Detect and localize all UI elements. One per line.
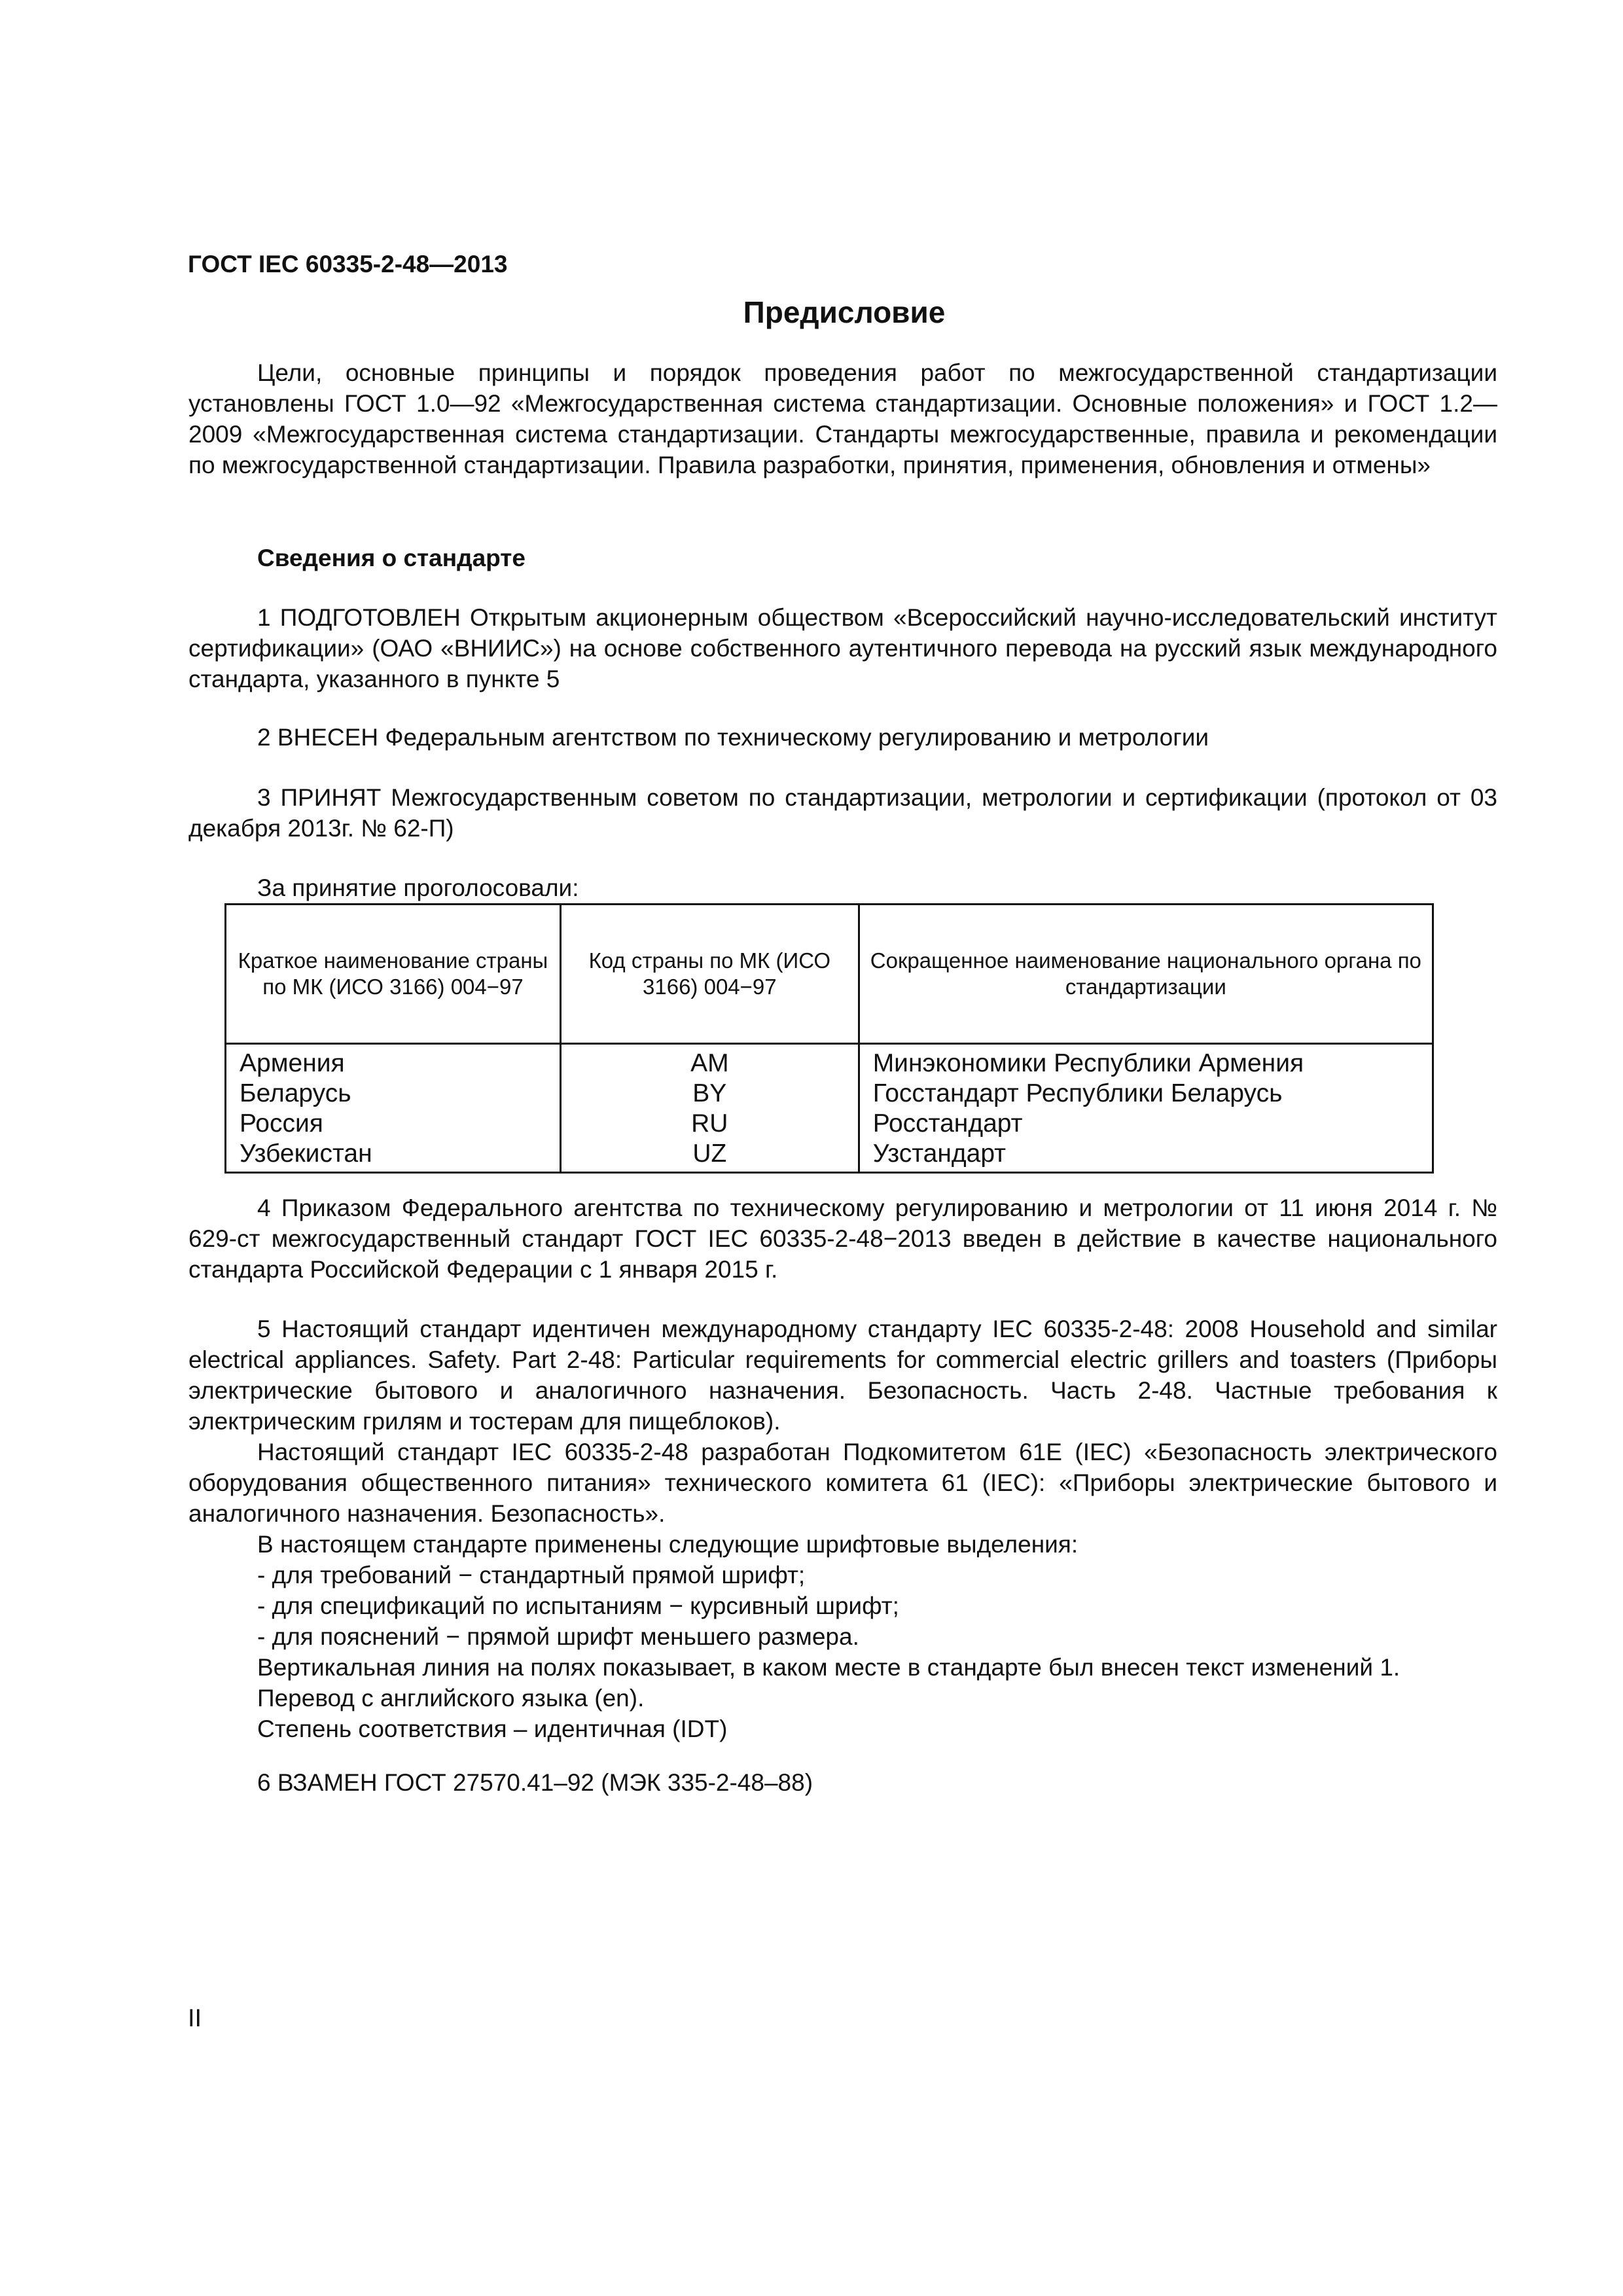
- item6-paragraph: 6 ВЗАМЕН ГОСТ 27570.41–92 (МЭК 335-2-48–88): [257, 1769, 813, 1796]
- table-row: [226, 1044, 1433, 1079]
- code-cell: UZ: [560, 1139, 859, 1173]
- code-cell: RU: [560, 1109, 859, 1139]
- votes-label-block: [188, 872, 1497, 903]
- table-row: [226, 1139, 1433, 1173]
- page-number: II: [188, 2005, 202, 2032]
- item2-paragraph: 2 ВНЕСЕН Федеральным агентством по техническому регулированию и метрологии: [257, 724, 1209, 751]
- table-row: [226, 1109, 1433, 1139]
- item5-developed-paragraph: Настоящий стандарт IEC 60335-2-48 разработан Подкомитетом 61Е (IEC) «Безопасность электрического оборудования общественного питания» технического комитета 61 (IEC): «Приборы электрические бытового и аналогичного назначения. Безопасность».: [188, 1439, 1497, 1527]
- fonts-intro: В настоящем стандарте применены следующие шрифтовые выделения:: [257, 1531, 1079, 1558]
- item2-block: [188, 722, 1497, 753]
- fonts-list-item: - для пояснений − прямой шрифт меньшего размера.: [257, 1623, 859, 1650]
- body-cell: Минэкономики Республики Армения: [859, 1044, 1433, 1079]
- voting-table: [224, 903, 1434, 1174]
- country-cell: Россия: [226, 1109, 561, 1139]
- table-row: [226, 1079, 1433, 1109]
- document-code: ГОСТ IEC 60335-2-48—2013: [188, 251, 508, 278]
- intro-paragraph: Цели, основные принципы и порядок проведения работ по межгосударственной стандартизации установлены ГОСТ 1.0—92 «Межгосударственная система стандартизации. Основные положения» и ГОСТ 1.2—2009 «Межгосударственная система стандартизации. Стандарты межгосударственные, правила и рекомендации по межгосударственной стандартизации. Правила разработки, принятия, применения, обновления и отмены»: [188, 359, 1497, 478]
- column-header-body: Сокращенное наименование национального органа по стандартизации: [859, 905, 1433, 1044]
- info-heading: Сведения о стандарте: [257, 545, 526, 571]
- item1-block: [188, 602, 1497, 694]
- column-header-country: Краткое наименование страны по МК (ИСО 3166) 004−97: [226, 905, 561, 1044]
- intro-block: [188, 357, 1497, 480]
- votes-label: За принятие проголосовали:: [257, 874, 579, 901]
- item5-paragraph: 5 Настоящий стандарт идентичен международному стандарту IEC 60335-2-48: 2008 Household and similar electrical appliances. Safety. Part 2-48: Particular requirements for commercial electric grillers and toasters (Приборы электрические бытового и аналогичного назначения. Безопасность. Часть 2-48. Частные требования к электрическим грилям и тостерам для пищеблоков).: [188, 1316, 1497, 1435]
- column-header-code: Код страны по МК (ИСО 3166) 004−97: [560, 905, 859, 1044]
- country-cell: Узбекистан: [226, 1139, 561, 1173]
- item5-block: [188, 1314, 1497, 1744]
- code-cell: AM: [560, 1044, 859, 1079]
- body-cell: Госстандарт Республики Беларусь: [859, 1079, 1433, 1109]
- item6-block: [188, 1767, 1497, 1798]
- table-header-row: [226, 905, 1433, 1044]
- item3-paragraph: 3 ПРИНЯТ Межгосударственным советом по стандартизации, метрологии и сертификации (протокол от 03 декабря 2013г. № 62-П): [188, 784, 1497, 842]
- code-cell: BY: [560, 1079, 859, 1109]
- vertical-line-note: Вертикальная линия на полях показывает, в каком месте в стандарте был внесен текст изменений 1.: [257, 1654, 1400, 1681]
- item3-block: [188, 782, 1497, 844]
- fonts-list-item: - для требований − стандартный прямой шрифт;: [257, 1562, 806, 1588]
- page-title: Предисловие: [743, 295, 946, 329]
- body-cell: Росстандарт: [859, 1109, 1433, 1139]
- country-cell: Армения: [226, 1044, 561, 1079]
- conformity-note: Степень соответствия – идентичная (IDT): [257, 1715, 728, 1742]
- item4-paragraph: 4 Приказом Федерального агентства по техническому регулированию и метрологии от 11 июня 2014 г. № 629-ст межгосударственный стандарт ГОСТ IEC 60335-2-48−2013 введен в действие в качестве национального стандарта Российской Федерации с 1 января 2015 г.: [188, 1194, 1497, 1283]
- item4-block: [188, 1193, 1497, 1285]
- country-cell: Беларусь: [226, 1079, 561, 1109]
- item1-paragraph: 1 ПОДГОТОВЛЕН Открытым акционерным обществом «Всероссийский научно-исследовательский институт сертификации» (ОАО «ВНИИС») на основе собственного аутентичного перевода на русский язык международного стандарта, указанного в пункте 5: [188, 604, 1497, 692]
- fonts-list-item: - для спецификаций по испытаниям − курсивный шрифт;: [257, 1592, 899, 1619]
- body-cell: Узстандарт: [859, 1139, 1433, 1173]
- info-heading-block: [188, 543, 1497, 573]
- fonts-section: [188, 1529, 1497, 1744]
- translation-note: Перевод с английского языка (en).: [257, 1685, 645, 1712]
